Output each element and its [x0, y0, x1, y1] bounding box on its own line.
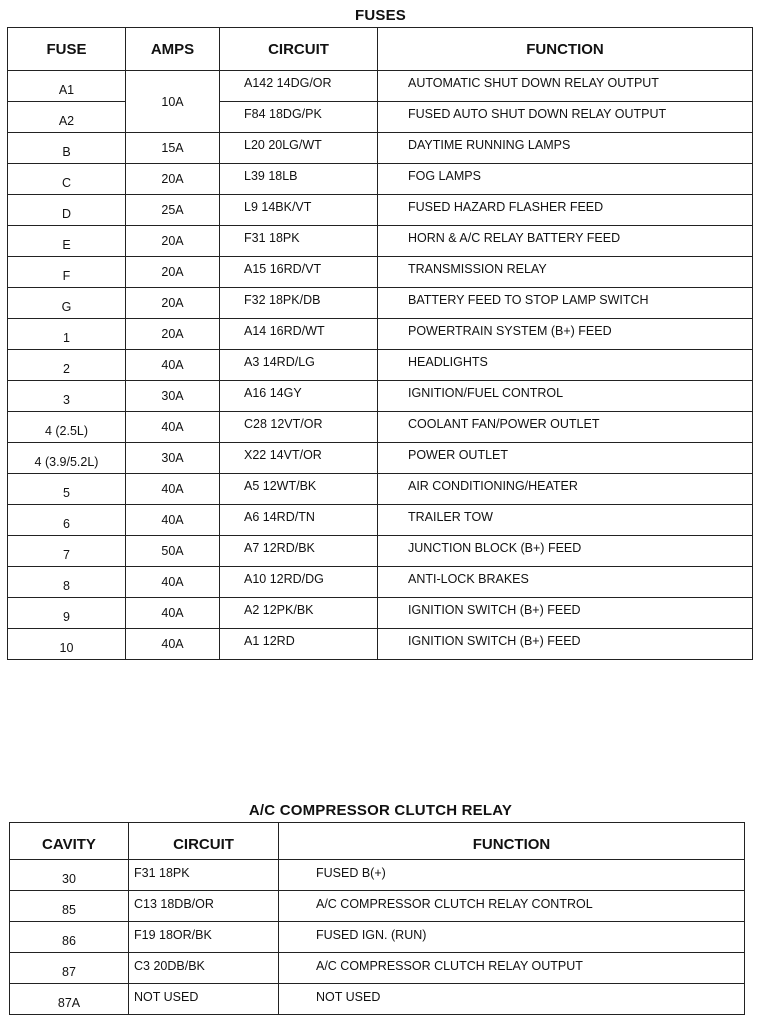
fuse-cell: 3 [8, 381, 126, 412]
function-cell: IGNITION SWITCH (B+) FEED [378, 598, 753, 629]
circuit-cell: L20 20LG/WT [220, 133, 378, 164]
header-cavity: CAVITY [10, 823, 129, 860]
fuses-table [7, 27, 753, 660]
header-circuit: CIRCUIT [220, 28, 378, 71]
fuse-row [8, 598, 753, 629]
function-cell: POWER OUTLET [378, 443, 753, 474]
fuse-cell: 4 (3.9/5.2L) [8, 443, 126, 474]
function-cell: DAYTIME RUNNING LAMPS [378, 133, 753, 164]
function-cell: AUTOMATIC SHUT DOWN RELAY OUTPUT [378, 71, 753, 102]
amps-cell: 25A [126, 195, 220, 226]
circuit-cell: A10 12RD/DG [220, 567, 378, 598]
function-cell: ANTI-LOCK BRAKES [378, 567, 753, 598]
relay-function-cell: FUSED B(+) [279, 860, 745, 891]
fuse-cell: 6 [8, 505, 126, 536]
function-cell: FOG LAMPS [378, 164, 753, 195]
fuse-row [8, 288, 753, 319]
amps-cell: 30A [126, 381, 220, 412]
circuit-cell: F32 18PK/DB [220, 288, 378, 319]
circuit-cell: F84 18DG/PK [220, 102, 378, 133]
circuit-cell: A7 12RD/BK [220, 536, 378, 567]
fuses-header-row [8, 28, 753, 71]
cavity-cell: 87 [10, 953, 129, 984]
circuit-cell: A5 12WT/BK [220, 474, 378, 505]
relay-circuit-cell: NOT USED [129, 984, 279, 1015]
circuit-cell: A142 14DG/OR [220, 71, 378, 102]
circuit-cell: A6 14RD/TN [220, 505, 378, 536]
function-cell: POWERTRAIN SYSTEM (B+) FEED [378, 319, 753, 350]
function-cell: TRANSMISSION RELAY [378, 257, 753, 288]
amps-cell: 40A [126, 350, 220, 381]
fuse-cell: 7 [8, 536, 126, 567]
header-relay-circuit: CIRCUIT [129, 823, 279, 860]
relay-row [10, 860, 745, 891]
header-relay-function: FUNCTION [279, 823, 745, 860]
circuit-cell: A3 14RD/LG [220, 350, 378, 381]
circuit-cell: A16 14GY [220, 381, 378, 412]
fuse-cell: 10 [8, 629, 126, 660]
amps-cell: 50A [126, 536, 220, 567]
fuse-row [8, 71, 753, 102]
amps-cell: 20A [126, 226, 220, 257]
fuses-body [8, 71, 753, 660]
fuse-cell: E [8, 226, 126, 257]
fuse-cell: 9 [8, 598, 126, 629]
fuses-title: FUSES [354, 7, 406, 24]
amps-cell: 40A [126, 412, 220, 443]
fuse-row [8, 257, 753, 288]
circuit-cell: L39 18LB [220, 164, 378, 195]
amps-cell: 20A [126, 257, 220, 288]
function-cell: FUSED AUTO SHUT DOWN RELAY OUTPUT [378, 102, 753, 133]
fuse-row [8, 226, 753, 257]
relay-row [10, 984, 745, 1015]
cavity-cell: 30 [10, 860, 129, 891]
relay-function-cell: NOT USED [279, 984, 745, 1015]
relay-title: A/C COMPRESSOR CLUTCH RELAY [248, 802, 513, 819]
fuse-cell: G [8, 288, 126, 319]
fuse-row [8, 629, 753, 660]
cavity-cell: 85 [10, 891, 129, 922]
function-cell: COOLANT FAN/POWER OUTLET [378, 412, 753, 443]
circuit-cell: F31 18PK [220, 226, 378, 257]
fuse-row [8, 474, 753, 505]
function-cell: IGNITION SWITCH (B+) FEED [378, 629, 753, 660]
function-cell: IGNITION/FUEL CONTROL [378, 381, 753, 412]
cavity-cell: 86 [10, 922, 129, 953]
amps-cell: 20A [126, 288, 220, 319]
fuse-cell: A2 [8, 102, 126, 133]
fuse-row [8, 133, 753, 164]
relay-header-row [10, 823, 745, 860]
amps-cell: 15A [126, 133, 220, 164]
amps-cell: 40A [126, 474, 220, 505]
function-cell: FUSED HAZARD FLASHER FEED [378, 195, 753, 226]
fuse-cell: 4 (2.5L) [8, 412, 126, 443]
circuit-cell: X22 14VT/OR [220, 443, 378, 474]
fuse-cell: 2 [8, 350, 126, 381]
fuse-cell: 5 [8, 474, 126, 505]
amps-cell: 40A [126, 505, 220, 536]
function-cell: AIR CONDITIONING/HEATER [378, 474, 753, 505]
relay-function-cell: A/C COMPRESSOR CLUTCH RELAY OUTPUT [279, 953, 745, 984]
relay-circuit-cell: F19 18OR/BK [129, 922, 279, 953]
fuse-row [8, 195, 753, 226]
circuit-cell: C28 12VT/OR [220, 412, 378, 443]
fuse-row [8, 443, 753, 474]
relay-row [10, 891, 745, 922]
fuse-cell: F [8, 257, 126, 288]
function-cell: HEADLIGHTS [378, 350, 753, 381]
relay-function-cell: FUSED IGN. (RUN) [279, 922, 745, 953]
header-function: FUNCTION [378, 28, 753, 71]
relay-body [10, 860, 745, 1015]
relay-row [10, 953, 745, 984]
fuse-row [8, 102, 753, 133]
amps-cell: 30A [126, 443, 220, 474]
amps-cell: 20A [126, 164, 220, 195]
circuit-cell: A15 16RD/VT [220, 257, 378, 288]
function-cell: TRAILER TOW [378, 505, 753, 536]
fuse-cell: D [8, 195, 126, 226]
relay-row [10, 922, 745, 953]
fuse-row [8, 412, 753, 443]
fuse-row [8, 164, 753, 195]
amps-cell: 20A [126, 319, 220, 350]
amps-cell: 40A [126, 567, 220, 598]
fuse-row [8, 505, 753, 536]
relay-circuit-cell: C13 18DB/OR [129, 891, 279, 922]
relay-circuit-cell: F31 18PK [129, 860, 279, 891]
fuse-row [8, 350, 753, 381]
circuit-cell: A2 12PK/BK [220, 598, 378, 629]
relay-function-cell: A/C COMPRESSOR CLUTCH RELAY CONTROL [279, 891, 745, 922]
fuse-row [8, 381, 753, 412]
amps-cell: 10A [126, 71, 220, 133]
relay-circuit-cell: C3 20DB/BK [129, 953, 279, 984]
fuse-cell: B [8, 133, 126, 164]
fuse-row [8, 319, 753, 350]
function-cell: BATTERY FEED TO STOP LAMP SWITCH [378, 288, 753, 319]
header-amps: AMPS [126, 28, 220, 71]
circuit-cell: A1 12RD [220, 629, 378, 660]
circuit-cell: L9 14BK/VT [220, 195, 378, 226]
fuse-row [8, 536, 753, 567]
fuse-cell: C [8, 164, 126, 195]
relay-table [9, 822, 745, 1015]
fuse-cell: 1 [8, 319, 126, 350]
cavity-cell: 87A [10, 984, 129, 1015]
amps-cell: 40A [126, 598, 220, 629]
fuse-cell: A1 [8, 71, 126, 102]
amps-cell: 40A [126, 629, 220, 660]
function-cell: HORN & A/C RELAY BATTERY FEED [378, 226, 753, 257]
fuse-row [8, 567, 753, 598]
fuse-cell: 8 [8, 567, 126, 598]
circuit-cell: A14 16RD/WT [220, 319, 378, 350]
header-fuse: FUSE [8, 28, 126, 71]
function-cell: JUNCTION BLOCK (B+) FEED [378, 536, 753, 567]
